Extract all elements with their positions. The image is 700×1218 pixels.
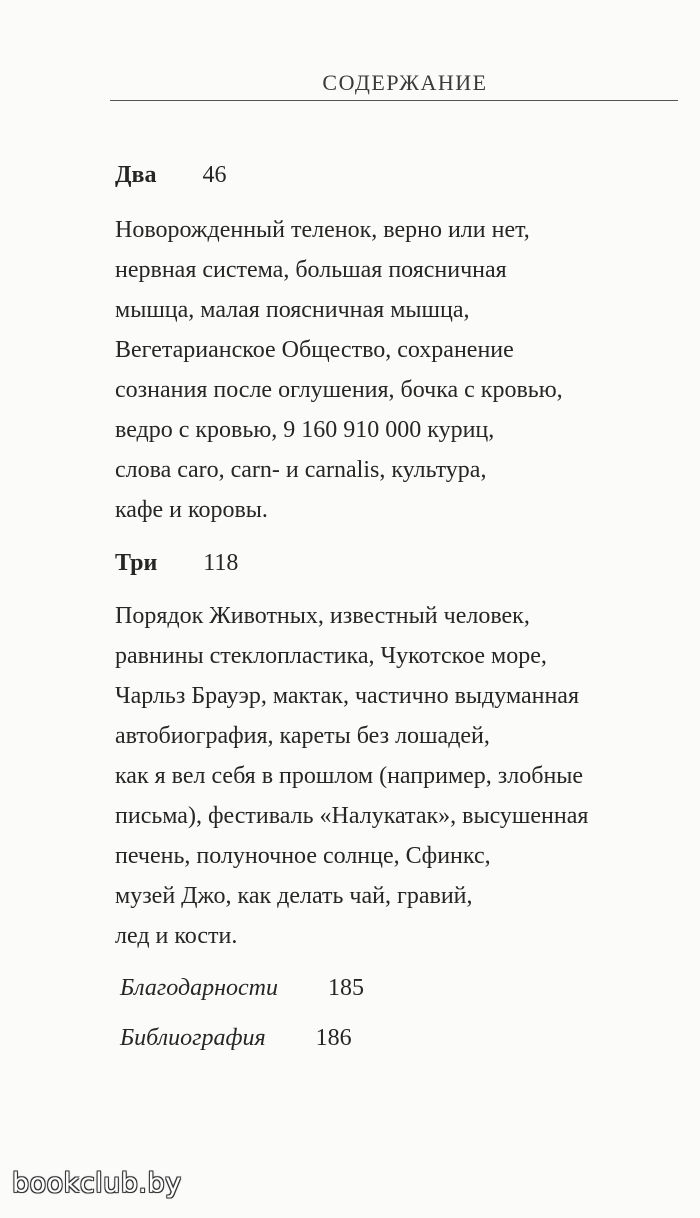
- summary-line: равнины стеклопластика, Чукотское море,: [115, 643, 547, 669]
- toc-entry-acknowledgements: [120, 975, 364, 1002]
- summary-line: Вегетарианское Общество, сохранение: [115, 337, 514, 363]
- summary-line: автобиография, кареты без лошадей,: [115, 723, 490, 749]
- section-title: Два: [115, 162, 157, 188]
- summary-line: мышца, малая поясничная мышца,: [115, 297, 470, 323]
- toc-entry-section-three: [115, 550, 238, 577]
- running-head: СОДЕРЖАНИЕ: [322, 70, 488, 95]
- summary-line: слова caro, carn- и carnalis, культура,: [115, 457, 487, 483]
- summary-line: кафе и коровы.: [115, 497, 268, 523]
- backmatter-title: Библиография: [120, 1025, 266, 1051]
- section-title: Три: [115, 550, 158, 576]
- toc-entry-bibliography: [120, 1025, 352, 1052]
- site-watermark: bookclub.by: [12, 1168, 182, 1199]
- summary-line: сознания после оглушения, бочка с кровью,: [115, 377, 563, 403]
- section-summary-three: [115, 596, 685, 956]
- summary-line: музей Джо, как делать чай, гравий,: [115, 883, 473, 909]
- summary-line: Чарльз Брауэр, мактак, частично выдуманная: [115, 683, 579, 709]
- summary-line: как я вел себя в прошлом (например, злобные: [115, 763, 584, 789]
- toc-entry-section-two: [115, 162, 226, 189]
- summary-line: Порядок Животных, известный человек,: [115, 603, 530, 629]
- backmatter-title: Благодарности: [120, 975, 278, 1001]
- section-summary-two: [115, 210, 685, 530]
- header-rule: [110, 100, 678, 101]
- section-page-number: 46: [202, 162, 227, 188]
- summary-line: письма), фестиваль «Налукатак», высушенная: [115, 803, 589, 829]
- summary-line: печень, полуночное солнце, Сфинкс,: [115, 843, 491, 869]
- summary-line: лед и кости.: [115, 923, 238, 949]
- summary-line: нервная система, большая поясничная: [115, 257, 507, 283]
- summary-line: Новорожденный теленок, верно или нет,: [115, 217, 530, 243]
- summary-line: ведро с кровью, 9 160 910 000 куриц,: [115, 417, 495, 443]
- backmatter-page-number: 185: [328, 975, 364, 1001]
- backmatter-page-number: 186: [315, 1025, 352, 1051]
- section-page-number: 118: [203, 550, 239, 576]
